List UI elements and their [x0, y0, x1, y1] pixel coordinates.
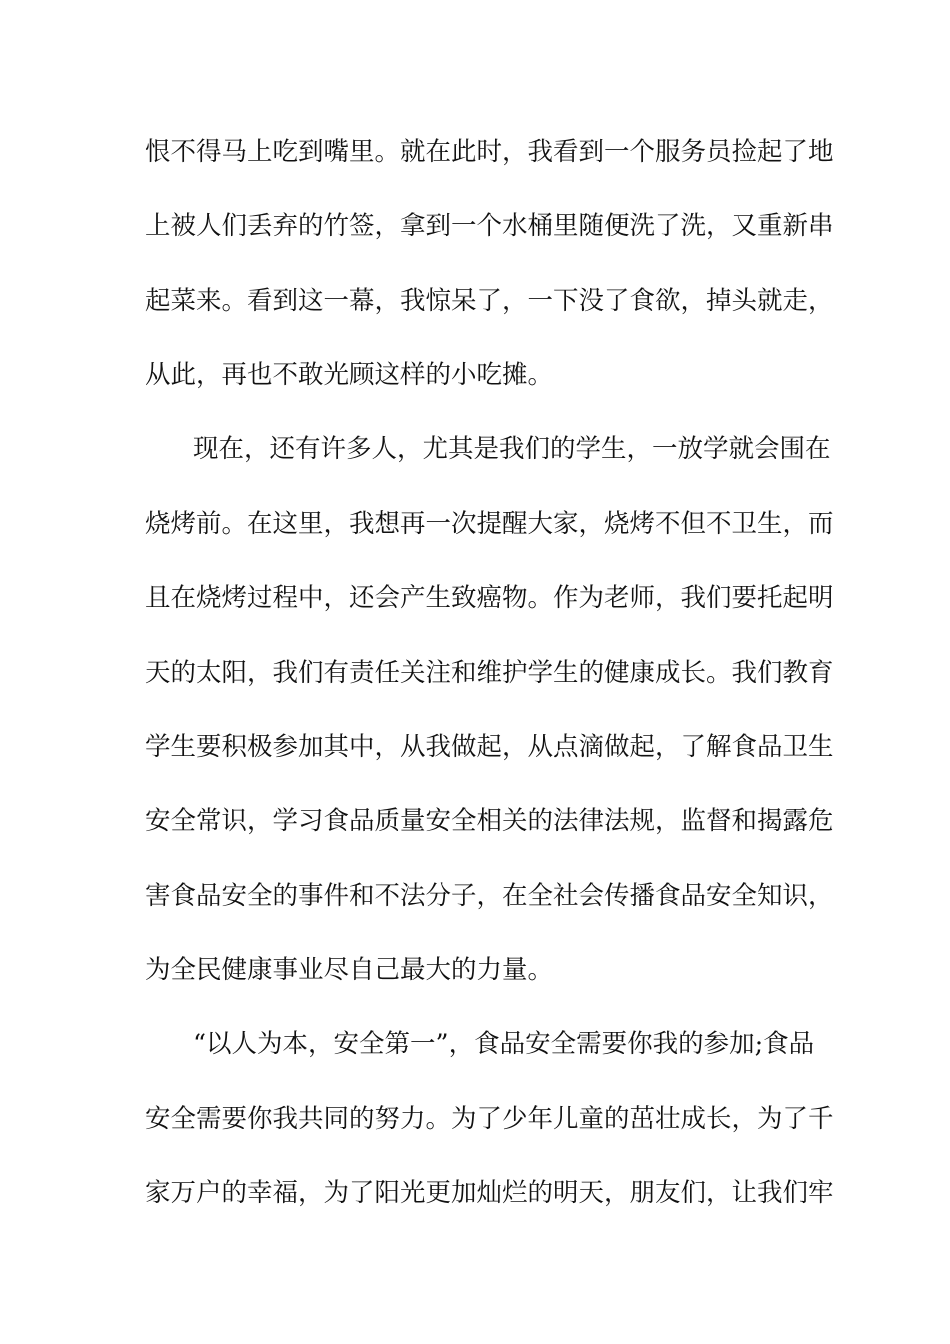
- text-line: 烧烤前。在这里，我想再一次提醒大家，烧烤不但不卫生，而: [145, 509, 834, 539]
- text-line: 从此，再也不敢光顾这样的小吃摊。: [145, 360, 554, 390]
- text-line: 为全民健康事业尽自己最大的力量。: [145, 955, 554, 985]
- text-line: 恨不得马上吃到嘴里。就在此时，我看到一个服务员捡起了地: [145, 137, 834, 167]
- text-line: “以人为本，安全第一”，食品安全需要你我的参加;食品: [193, 1029, 815, 1059]
- text-line: 安全需要你我共同的努力。为了少年儿童的茁壮成长，为了千: [145, 1104, 834, 1134]
- text-line: 学生要积极参加其中，从我做起，从点滴做起，了解食品卫生: [145, 732, 834, 762]
- text-line: 且在烧烤过程中，还会产生致癌物。作为老师，我们要托起明: [145, 583, 834, 613]
- text-line: 安全常识，学习食品质量安全相关的法律法规，监督和揭露危: [145, 806, 834, 836]
- text-line: 害食品安全的事件和不法分子，在全社会传播食品安全知识，: [145, 881, 834, 911]
- text-line: 天的太阳，我们有责任关注和维护学生的健康成长。我们教育: [145, 658, 834, 688]
- text-line: 上被人们丢弃的竹签，拿到一个水桶里随便洗了洗，又重新串: [145, 211, 834, 241]
- text-line: 家万户的幸福，为了阳光更加灿烂的明天，朋友们，让我们牢: [145, 1178, 834, 1208]
- text-line: 现在，还有许多人，尤其是我们的学生，一放学就会围在: [193, 434, 831, 464]
- text-line: 起菜来。看到这一幕，我惊呆了，一下没了食欲，掉头就走，: [145, 286, 834, 316]
